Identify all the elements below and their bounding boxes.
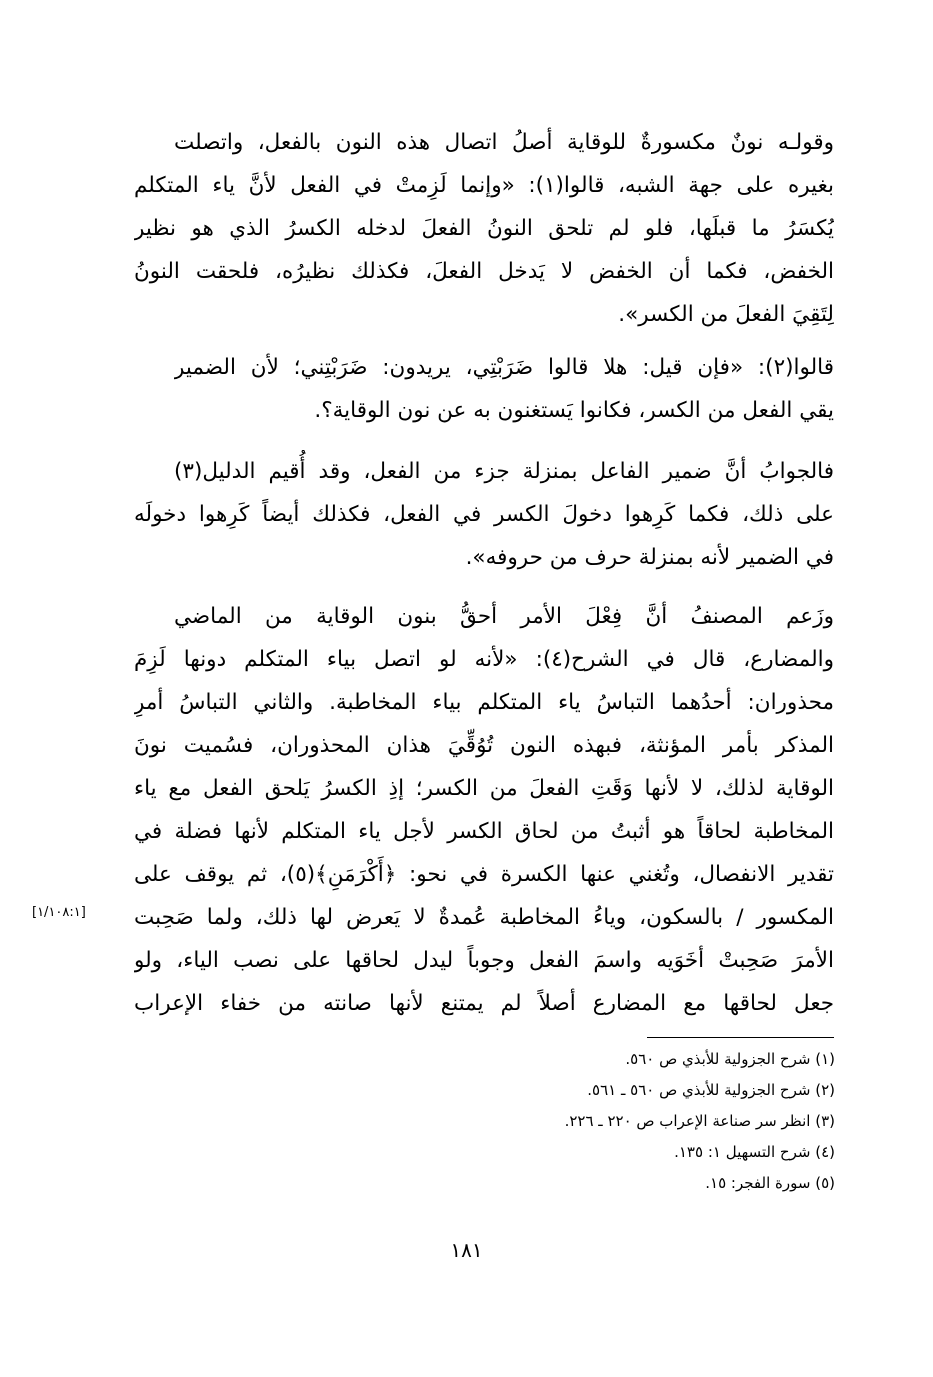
paragraph-line: لِتَقِيَ الفعلَ من الكسر». [618, 302, 834, 327]
paragraph-2 [134, 346, 834, 432]
paragraph-line: جعل لحاقها مع المضارع أصلاً لم يمتنع لأنها صانته من خفاء الإعراب [134, 991, 834, 1016]
paragraph-line: الخفض، فكما أن الخفض لا يَدخل الفعلَ، فكذلك نظيرُه، فلحقت النونُ [134, 259, 834, 284]
paragraph-1 [134, 121, 834, 336]
paragraph-line: فالجوابُ أنَّ ضمير الفاعل بمنزلة جزء من الفعل، وقد أُقيم الدليل(٣) [174, 459, 834, 484]
paragraph-line: تقدير الانفصال، وتُغني عنها الكسرة في نحو: ﴿أَكْرَمَنِ﴾(٥)، ثم يوقف على [134, 862, 834, 887]
paragraph-line: بغيره على جهة الشبه، قالوا(١): «وإنما لَزِمتْ في الفعل لأنَّ ياء المتكلم [134, 173, 834, 198]
paragraph-line: المذكر بأمر المؤنثة، فبهذه النون تُوُقِّيَ هذان المحذوران، فسُميت نونَ [134, 733, 834, 758]
paragraph-line: في الضمير لأنه بمنزلة حرف من حروفه». [465, 545, 834, 570]
margin-reference-note: [١/١٠٨:١] [32, 905, 86, 920]
paragraph-line: وزَعم المصنفُ أنَّ فِعْلَ الأمر أحقُّ بنون الوقاية من الماضي [174, 604, 834, 629]
footnote-item: (٥) سورة الفجر: ١٥. [705, 1174, 835, 1192]
paragraph-4 [134, 595, 834, 1025]
paragraph-line: يقي الفعل من الكسر، فكانوا يَستغنون به عن نون الوقاية؟. [314, 398, 834, 423]
footnote-item: (٢) شرح الجزولية للأبذي ص ٥٦٠ ـ ٥٦١. [587, 1081, 835, 1099]
footnotes [335, 1044, 835, 1199]
paragraph-line: المخاطبة لحاقاً هو أثبتُ من لحاق الكسر لأجل ياء المتكلم لأنها فضلة في [134, 819, 834, 844]
footnote-item: (٤) شرح التسهيل ١: ١٣٥. [674, 1143, 835, 1161]
footnote-item: (٣) انظر سر صناعة الإعراب ص ٢٢٠ ـ ٢٢٦. [564, 1112, 835, 1130]
paragraph-line: يُكسَرُ ما قبلَها، فلو لم تلحق النونُ الفعلَ لدخله الكسرُ الذي هو نظير [134, 216, 834, 241]
paragraph-line: والمضارع، قال في الشرح(٤): «لأنه لو اتصل بياء المتكلم دونها لَزِمَ [134, 647, 834, 672]
paragraph-line: على ذلك، فكما كَرِهوا دخولَ الكسر في الفعل، فكذلك أيضاً كَرِهوا دخولَه [134, 502, 834, 527]
paragraph-line: الوقاية لذلك، لا لأنها وَقَتِ الفعلَ من الكسر؛ إذِ الكسرُ يَلحق الفعل مع ياء [134, 776, 834, 801]
paragraph-line: المكسور / بالسكون، وياءُ المخاطبة عُمدةٌ لا يَعرض لها ذلك، ولما صَحِبت [134, 905, 834, 930]
paragraph-line: قالوا(٢): «فإن قيل: هلا قالوا ضَرَبْتِي، يريدون: ضَرَبْتِني؛ لأن الضمير [174, 355, 834, 380]
footnote-item: (١) شرح الجزولية للأبذي ص ٥٦٠. [625, 1050, 835, 1068]
page-number: ١٨١ [450, 1238, 483, 1262]
paragraph-3 [134, 450, 834, 579]
footnote-separator [647, 1037, 834, 1038]
paragraph-line: وقولـه نونٌ مكسورةٌ للوقاية أصلُ اتصال هذه النون بالفعل، واتصلت [174, 130, 834, 155]
paragraph-line: الأمرَ صَحِبتْ أخَوَيه واسمَ الفعل وجوباً ليدل لحاقها على نصب الياء، ولو [134, 948, 834, 973]
paragraph-line: محذوران: أحدُهما التباسُ ياء المتكلم بياء المخاطبة. والثاني التباسُ أمرِ [134, 690, 834, 715]
